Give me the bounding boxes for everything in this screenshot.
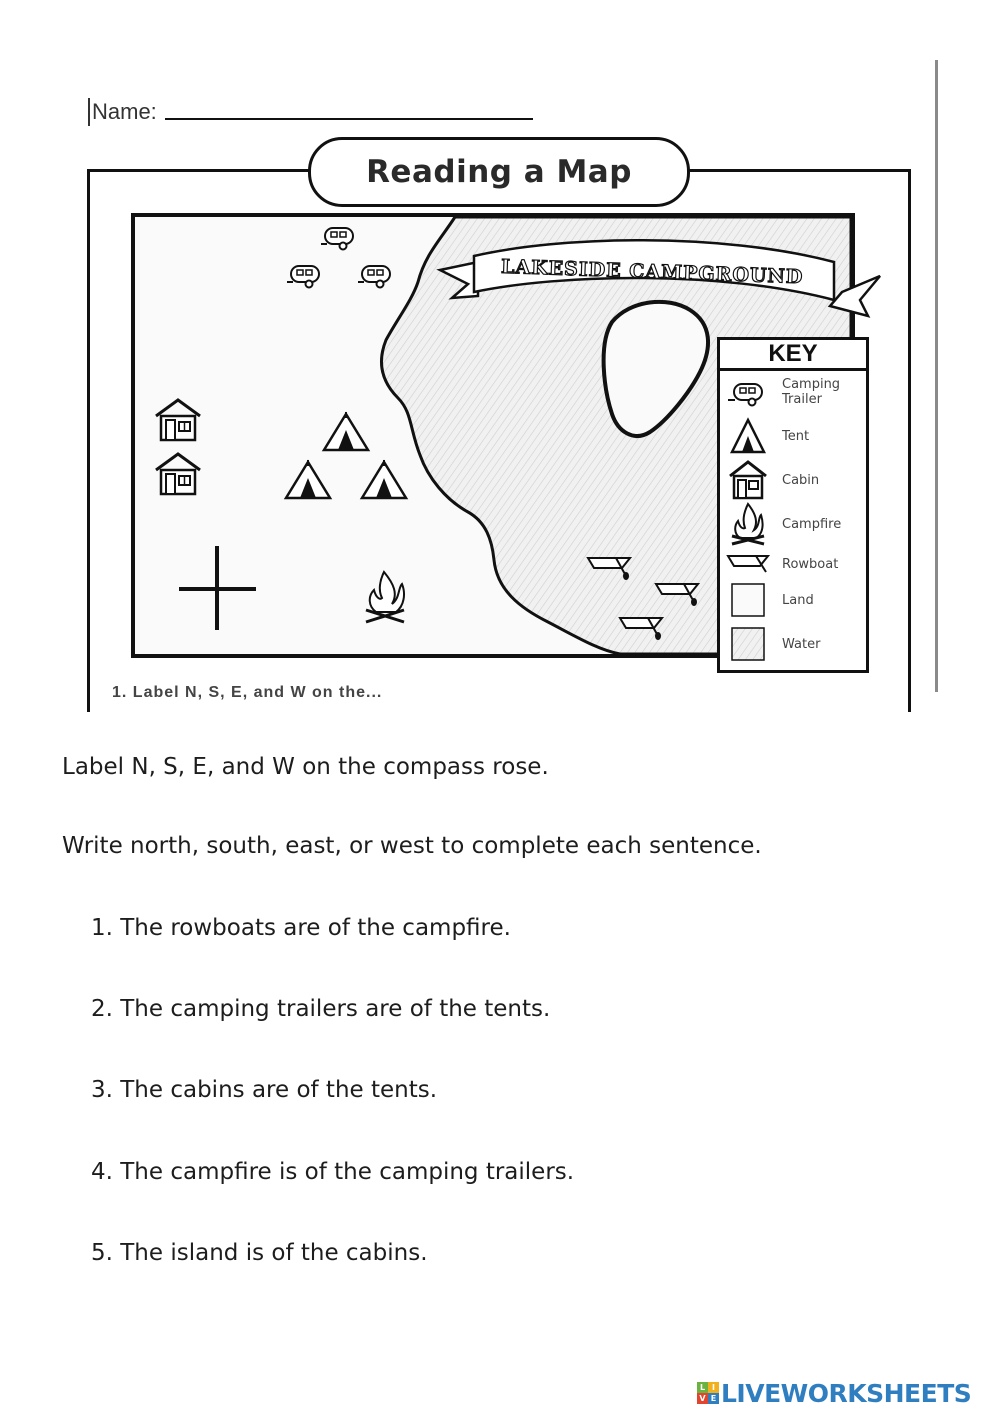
name-label: Name: xyxy=(92,99,157,124)
campfire-icon xyxy=(726,504,770,544)
key-label: Rowboat xyxy=(782,556,839,572)
liveworksheets-logo[interactable] xyxy=(697,1378,971,1408)
title-pill xyxy=(308,137,690,207)
instruction-compass: Label N, S, E, and W on the compass rose. xyxy=(62,754,549,780)
key-label: Tent xyxy=(782,428,810,444)
key-item-campfire xyxy=(720,504,866,544)
instruction-directions: Write north, south, east, or west to complete each sentence. xyxy=(62,833,762,859)
key-label: Cabin xyxy=(782,472,820,488)
key-item-camping-trailer xyxy=(720,372,866,412)
page-title: Reading a Map xyxy=(366,154,632,190)
cabin-icon xyxy=(726,460,770,500)
key-item-rowboat xyxy=(720,544,866,584)
cut-off-question-line: 1. Label N, S, E, and W on the... xyxy=(112,684,383,701)
badge-letter: E xyxy=(708,1393,719,1404)
banner-text: LAKESIDE CAMPGROUND xyxy=(500,255,804,289)
land-swatch-icon xyxy=(726,580,770,620)
worksheet-scan xyxy=(0,0,1000,701)
tent-icon xyxy=(726,416,770,456)
question-item: 4. The campfire is of the camping trailers. xyxy=(91,1159,575,1185)
map-key xyxy=(717,337,869,673)
question-item: 2. The camping trailers are of the tents. xyxy=(91,996,551,1022)
key-item-cabin xyxy=(720,460,866,500)
key-item-water xyxy=(720,624,866,664)
brand-name: LIVEWORKSHEETS xyxy=(721,1378,972,1408)
badge-letter: L xyxy=(697,1382,708,1393)
key-item-tent xyxy=(720,416,866,456)
key-label: Campfire xyxy=(782,516,842,532)
brand-badge-icon xyxy=(697,1382,719,1404)
rowboat-icon xyxy=(726,544,770,584)
key-item-land xyxy=(720,580,866,620)
key-label: Camping Trailer xyxy=(782,377,841,407)
question-item: 5. The island is of the cabins. xyxy=(91,1240,428,1266)
camping-trailer-icon xyxy=(726,372,770,412)
badge-letter: I xyxy=(708,1382,719,1393)
badge-letter: V xyxy=(697,1393,708,1404)
question-item: 1. The rowboats are of the campfire. xyxy=(91,915,511,941)
key-label: Water xyxy=(782,636,821,652)
key-title: KEY xyxy=(720,340,866,371)
key-label: Land xyxy=(782,592,814,608)
water-swatch-icon xyxy=(726,624,770,664)
question-item: 3. The cabins are of the tents. xyxy=(91,1077,438,1103)
